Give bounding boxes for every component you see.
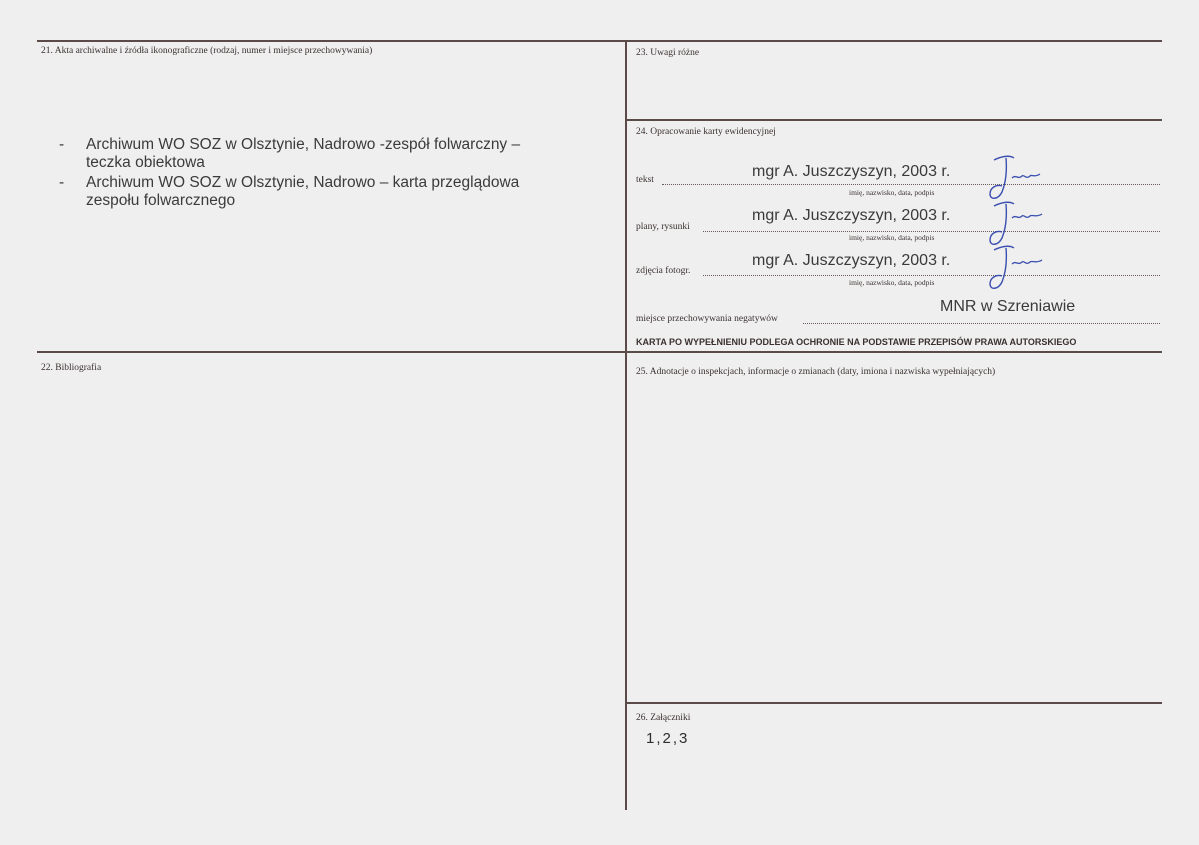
archive-item-1 [59,136,521,172]
top-rule [37,40,1162,42]
section-26-label: 26. Załączniki [636,713,691,723]
s23-bottom-rule [625,119,1162,121]
archive-item-1-line2: teczka obiektowa [86,154,205,171]
negatives-value: MNR w Szreniawie [940,298,1076,315]
row-plany-label: plany, rysunki [636,222,690,232]
row-tekst-dotline [662,184,1160,185]
row-zdjecia-dotline [703,275,1160,276]
row-tekst-caption: imię, nazwisko, data, podpis [849,188,935,197]
s25-bottom-rule [625,702,1162,704]
section-21-label: 21. Akta archiwalne i źródła ikonograficzne (rodzaj, numer i miejsce przechowywania) [41,46,373,56]
section-25-label: 25. Adnotacje o inspekcjach, informacje o zmianach (daty, imiona i nazwiska wypełniających) [636,367,996,377]
row-zdjecia-value: mgr A. Juszczyszyn, 2003 r. [752,252,951,269]
row-plany-dotline [703,231,1160,232]
section-24-label: 24. Opracowanie karty ewidencyjnej [636,127,776,137]
section-23-label: 23. Uwagi różne [636,48,700,58]
archive-item-2 [59,174,520,210]
copyright-notice: KARTA PO WYPEŁNIENIU PODLEGA OCHRONIE NA PODSTAWIE PRZEPISÓW PRAWA AUTORSKIEGO [636,337,1077,347]
archive-item-2-dash: - [59,174,65,191]
row-tekst-label: tekst [636,175,654,185]
section-22-label: 22. Bibliografia [41,363,102,373]
negatives-dotline [803,323,1160,324]
vertical-divider [625,40,627,810]
row-zdjecia-label: zdjęcia fotogr. [636,266,691,276]
archive-item-1-line1: Archiwum WO SOZ w Olsztynie, Nadrowo -zespół folwarczny – [86,136,521,153]
row-tekst-value: mgr A. Juszczyszyn, 2003 r. [752,163,951,180]
archive-item-2-line2: zespołu folwarcznego [86,192,236,209]
row-plany-value: mgr A. Juszczyszyn, 2003 r. [752,207,951,224]
row-zdjecia-caption: imię, nazwisko, data, podpis [849,278,935,287]
middle-rule [37,351,1162,353]
signature-3-icon [980,240,1050,300]
attachments-value: 1,2,3 [646,730,690,747]
negatives-label: miejsce przechowywania negatywów [636,314,778,324]
archive-item-2-line1: Archiwum WO SOZ w Olsztynie, Nadrowo – karta przeglądowa [86,174,520,191]
row-plany-caption: imię, nazwisko, data, podpis [849,233,935,242]
archive-item-1-dash: - [59,136,65,153]
